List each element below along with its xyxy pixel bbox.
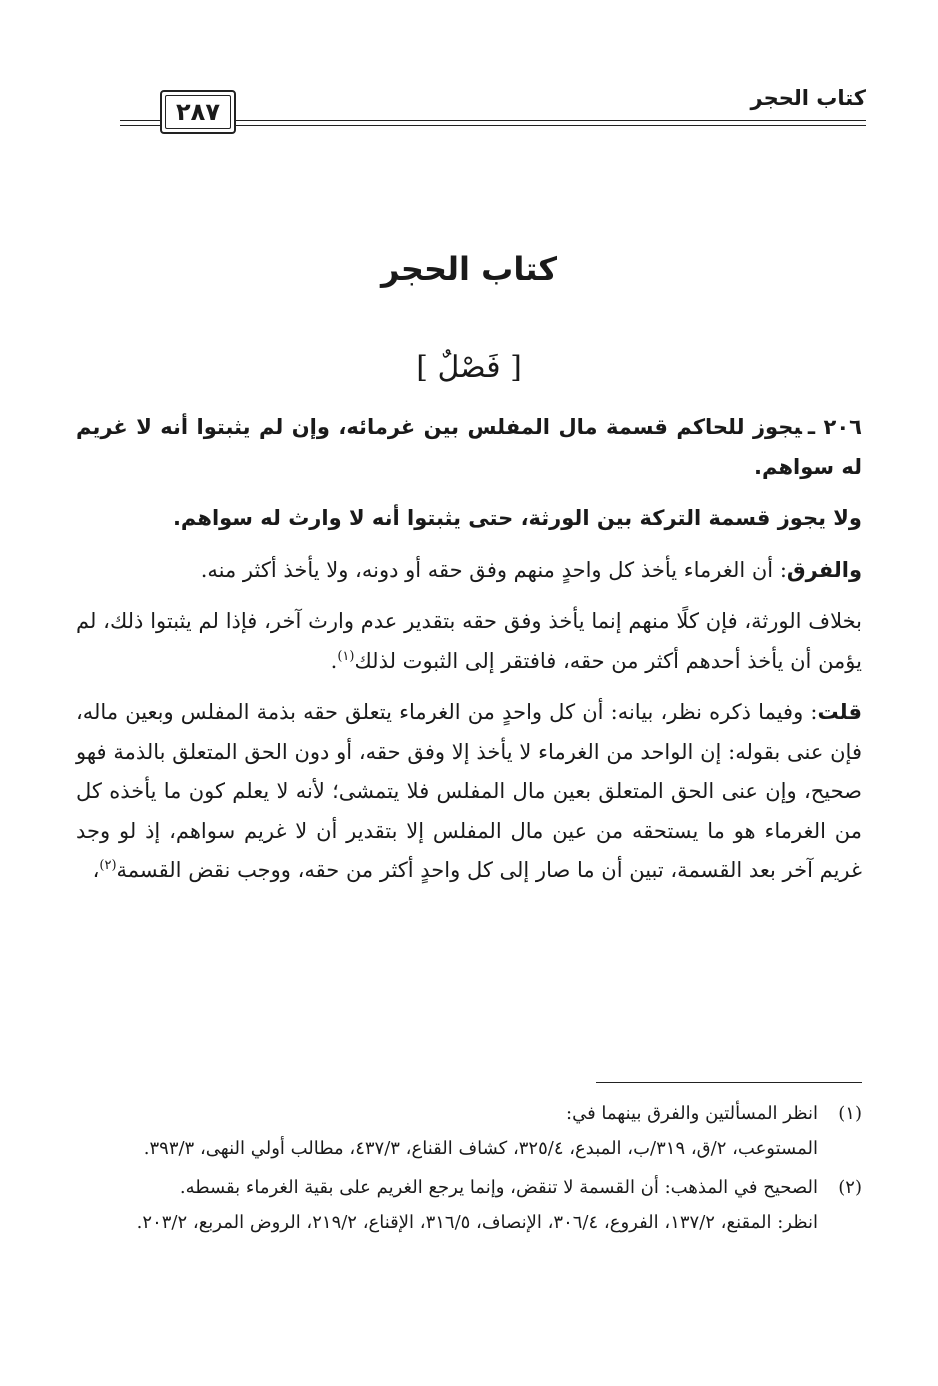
footnote-number: (٢) [838, 1177, 862, 1198]
paragraph-2 [76, 602, 862, 681]
remark-text: : وفيما ذكره نظر، بيانه: أن كل واحدٍ من الغرماء يتعلق حقه بذمة المفلس وبعين ماله، فإن عنى بقوله: إن الواحد من الغرماء لا يأخذ إلا وفق حقه، أو دون الحق المتعلق بالذمة فهو صحيح، وإن عنى الحق المتعلق بعين مال المفلس فلا يتمشى؛ لأنه لا يعلم كون ما يأخذه كل من الغرماء هو ما يستحقه من عين مال المفلس إلا بتقدير أن لا غريم سواهم، إذ لو وجد غريم آخر بعد القسمة، تبين أن ما صار إلى كل واحدٍ أكثر من حقه، ووجب نقض القسمة [76, 700, 862, 882]
remark-paragraph [76, 693, 862, 891]
book-title: كتاب الحجر [381, 250, 557, 288]
issue-statement-1 [76, 408, 862, 487]
issue-statement-2: ولا يجوز قسمة التركة بين الورثة، حتى يثبتوا أنه لا وارث له سواهم. [172, 506, 862, 530]
paragraph-2-text: بخلاف الورثة، فإن كلًا منهم إنما يأخذ وفق حقه بتقدير عدم وارث آخر، فإذا لم يثبتوا ذلك، لم يؤمن أن يأخذ أحدهم أكثر من حقه، فافتقر إلى الثبوت لذلك [76, 609, 862, 673]
remark-end: ، [92, 858, 100, 882]
footnotes [76, 1096, 862, 1244]
running-header [120, 84, 866, 128]
footnote-ref-2[interactable]: (٢) [99, 858, 117, 873]
footnote-line: المستوعب، ٢/ق، ٣١٩/ب، المبدع، ٣٢٥/٤، كشاف القناع، ٤٣٧/٣، مطالب أولي النهى، ٣٩٣/٣. [143, 1138, 818, 1159]
footnote-separator [596, 1082, 862, 1083]
issue-text-1: يجوز للحاكم قسمة مال المفلس بين غرمائه، وإن لم يثبتوا أنه لا غريم له سواهم. [76, 415, 862, 479]
footnote-number: (١) [838, 1103, 862, 1124]
footnote-line: انظر: المقنع، ١٣٧/٢، الفروع، ٣٠٦/٤، الإنصاف، ٣١٦/٥، الإقناع، ٢١٩/٢، الروض المربع، ٢٠٣/٢. [136, 1212, 818, 1233]
section-heading: [ فَصْلٌ ] [416, 350, 522, 385]
running-title: كتاب الحجر [741, 86, 867, 110]
page-number: ٢٨٧ [176, 98, 220, 126]
footnote-line: الصحيح في المذهب: أن القسمة لا تنقض، وإنما يرجع الغريم على بقية الغرماء بقسطه. [179, 1177, 818, 1198]
difference-label: والفرق [786, 557, 862, 582]
footnote-body [76, 1170, 818, 1240]
paragraph-2-end: . [330, 648, 338, 673]
remark-label: قلت [817, 700, 862, 724]
page-number-frame [160, 90, 236, 134]
issue-number: ٢٠٦ ـ [807, 415, 862, 439]
footnote-1 [76, 1096, 862, 1166]
footnote-2 [76, 1170, 862, 1240]
footnote-body [76, 1096, 818, 1166]
footnote-line: انظر المسألتين والفرق بينهما في: [566, 1103, 818, 1124]
difference-paragraph [76, 551, 862, 591]
footnote-ref-1[interactable]: (١) [337, 648, 355, 664]
main-text [76, 408, 862, 903]
difference-text: : أن الغرماء يأخذ كل واحدٍ منهم وفق حقه أو دونه، ولا يأخذ أكثر منه. [200, 557, 787, 582]
